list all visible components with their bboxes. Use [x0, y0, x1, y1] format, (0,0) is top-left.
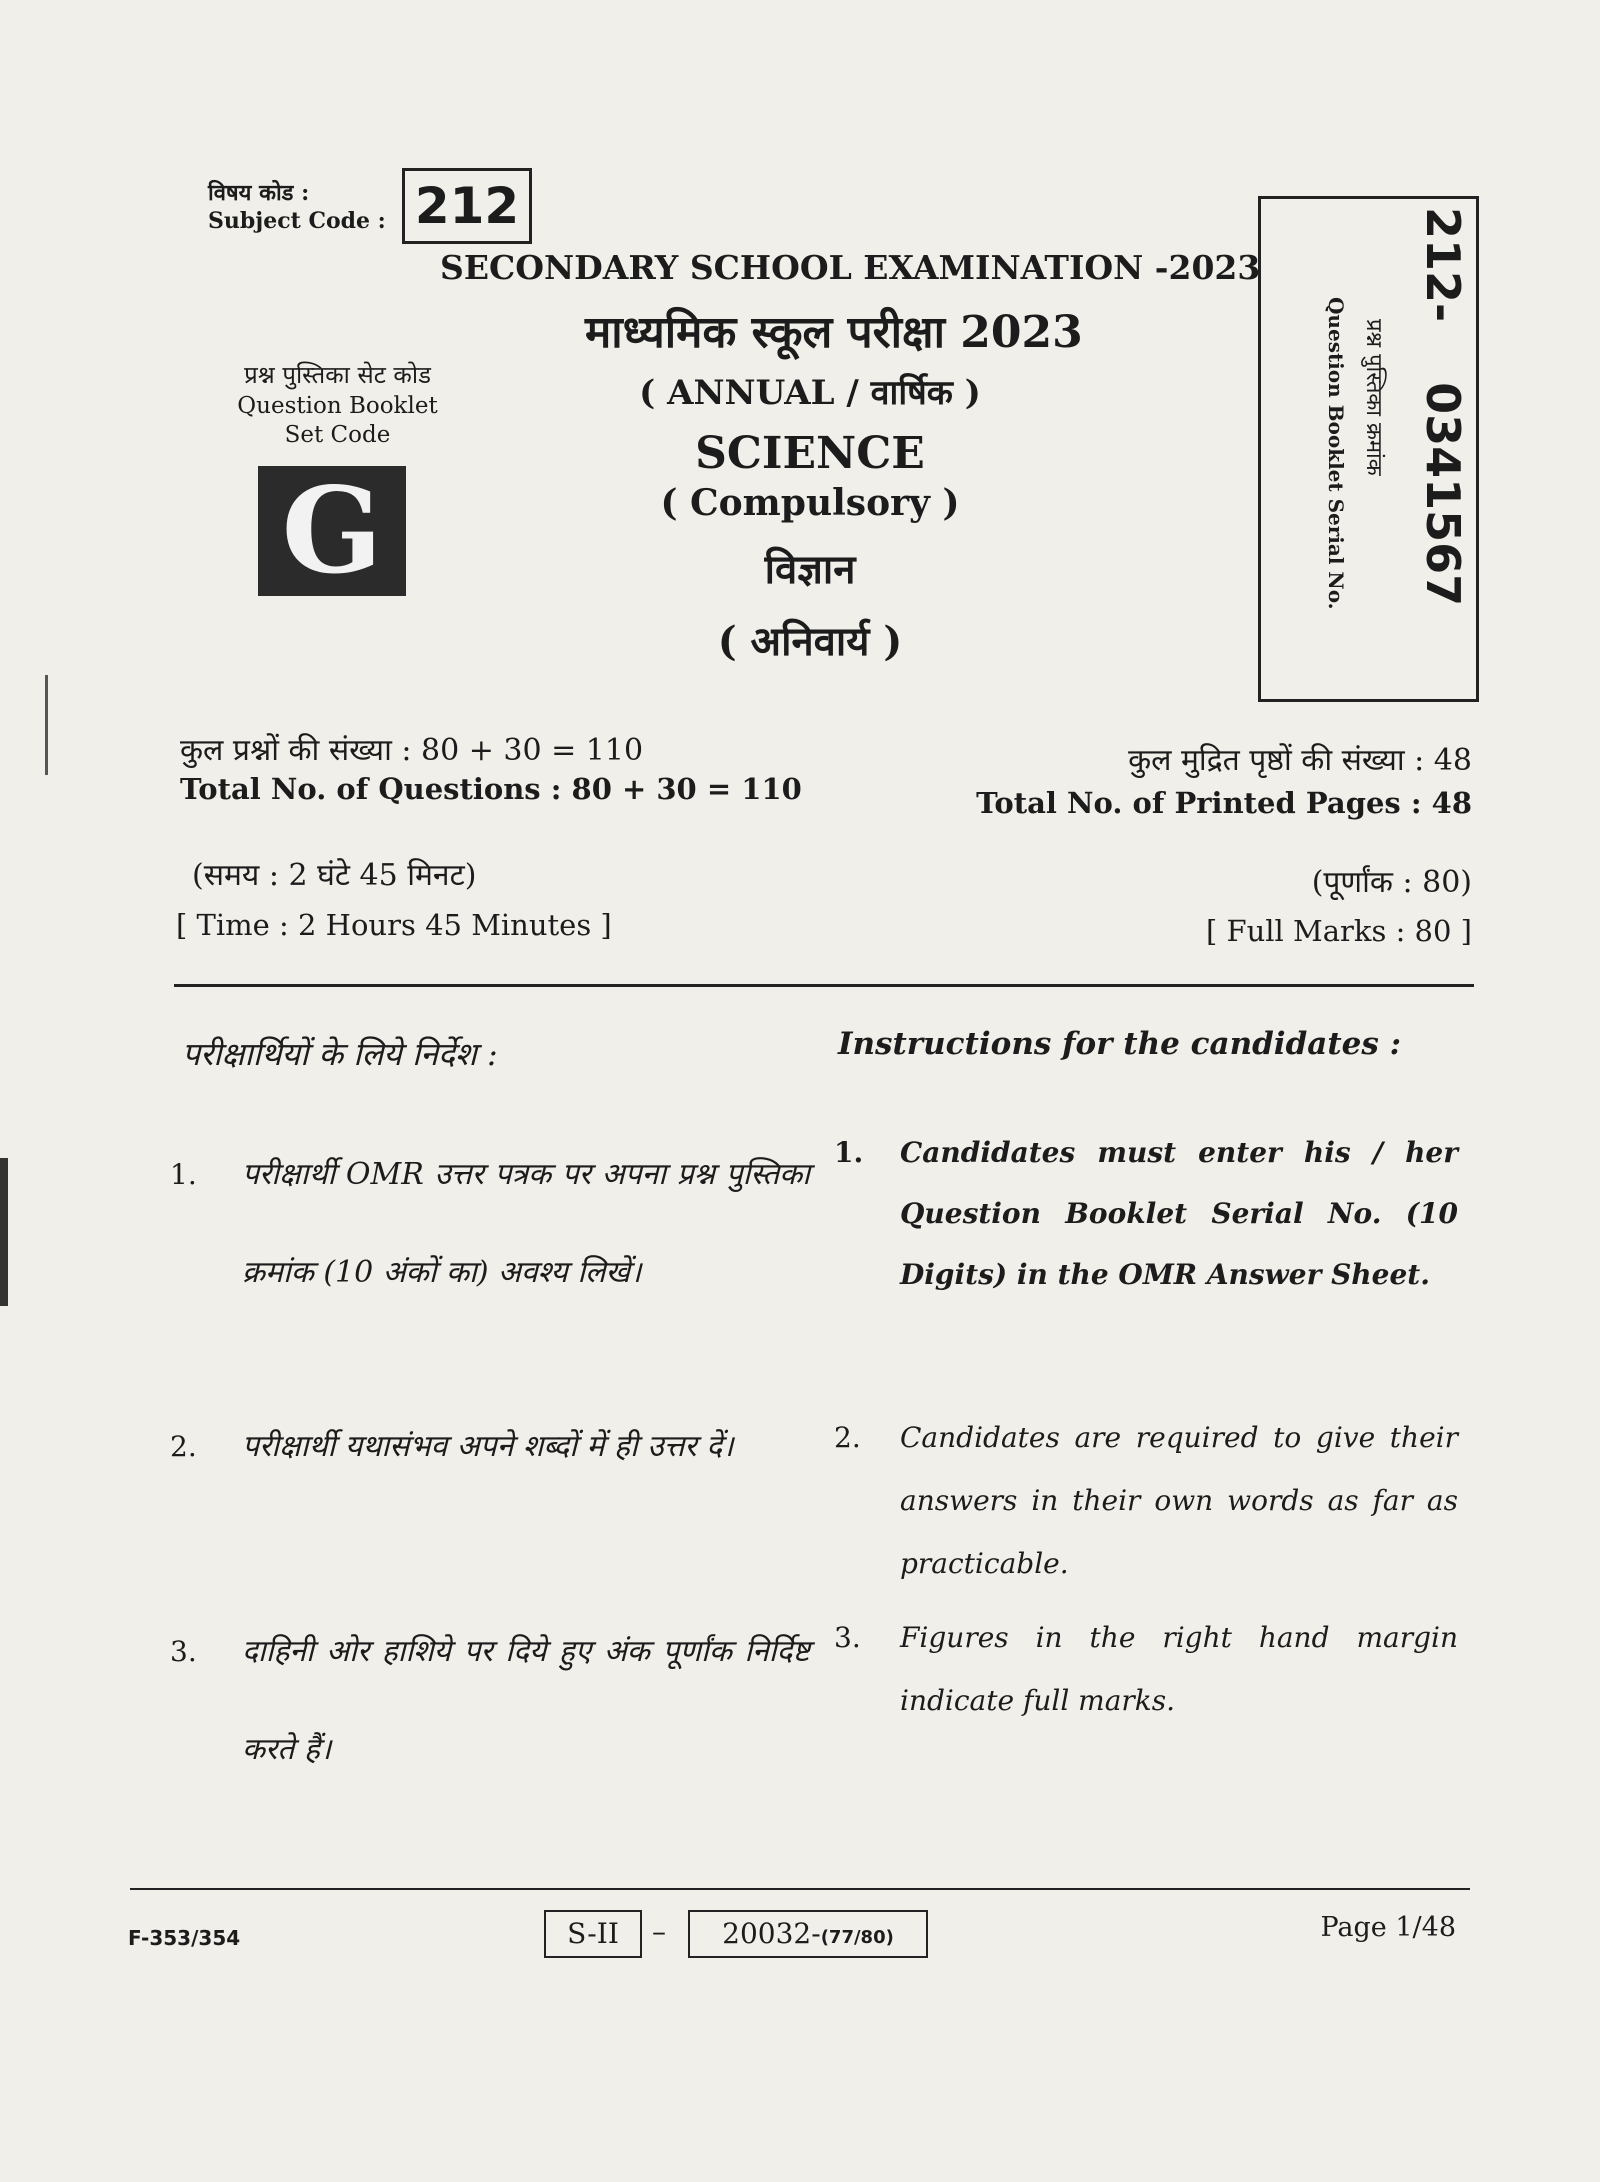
footer-dash: –: [652, 1915, 666, 1948]
serial-number-box: [1258, 196, 1479, 702]
paper-code-main: 20032-: [722, 1917, 821, 1950]
instruction-hi-2: [170, 1398, 810, 1496]
instruction-number: 3.: [170, 1635, 197, 1668]
subject-name-hi: विज्ञान: [764, 546, 856, 593]
form-code: F-353/354: [128, 1926, 241, 1950]
serial-label-en: Question Booklet Serial No.: [1324, 297, 1348, 610]
paper-code-box: [688, 1910, 928, 1958]
footer-divider: [130, 1888, 1470, 1890]
scan-edge-mark: [0, 1158, 8, 1306]
series-box: S-II: [544, 1910, 642, 1958]
subject-code-label-en: Subject Code :: [208, 207, 386, 234]
instruction-number: 1.: [834, 1136, 864, 1169]
subject-code-box: 212: [402, 168, 532, 244]
instruction-number: 3.: [834, 1621, 861, 1654]
full-marks-hi: (पूर्णांक : 80): [1311, 865, 1472, 900]
total-questions-en: Total No. of Questions : 80 + 30 = 110: [180, 772, 802, 806]
serial-number: [1416, 207, 1470, 606]
time-hi: (समय : 2 घंटे 45 मिनट): [192, 858, 477, 893]
full-marks-en: [ Full Marks : 80 ]: [1205, 914, 1472, 948]
instruction-number: 2.: [834, 1421, 861, 1454]
set-code-label-line1: Question Booklet: [237, 393, 438, 419]
instruction-hi-3: [170, 1603, 810, 1799]
set-code-label-hi: प्रश्न पुस्तिका सेट कोड: [244, 361, 431, 389]
instruction-text: Candidates are required to give their answers in their own words as far as practicable.: [900, 1421, 1458, 1580]
page-number: Page 1/48: [1320, 1912, 1456, 1943]
instruction-hi-1: [170, 1126, 810, 1322]
subject-name-en: SCIENCE: [695, 428, 925, 479]
subject-code-label: [208, 180, 386, 235]
compulsory-en: ( Compulsory ): [660, 482, 960, 524]
pen-mark: [45, 675, 48, 775]
total-questions-hi: कुल प्रश्नों की संख्या : 80 + 30 = 110: [180, 733, 644, 768]
serial-label-hi: प्रश्न पुस्तिका क्रमांक: [1361, 319, 1386, 476]
set-code-label-line2: Set Code: [284, 421, 391, 448]
subject-code-label-hi: विषय कोड :: [208, 180, 310, 206]
set-code-badge: G: [258, 466, 406, 596]
instruction-en-3: [834, 1606, 1458, 1732]
time-en: [ Time : 2 Hours 45 Minutes ]: [176, 908, 612, 942]
instruction-en-2: [834, 1406, 1458, 1595]
instruction-en-1: [834, 1122, 1458, 1305]
instruction-number: 2.: [170, 1430, 197, 1463]
compulsory-hi: ( अनिवार्य ): [717, 618, 903, 665]
set-code-label-en: [200, 392, 475, 450]
instruction-text: Figures in the right hand margin indicate full marks.: [900, 1621, 1458, 1717]
exam-title-hi: माध्यमिक स्कूल परीक्षा 2023: [585, 307, 1083, 358]
instructions-title-en: Instructions for the candidates :: [838, 1026, 1402, 1062]
instruction-text: परीक्षार्थी OMR उत्तर पत्रक पर अपना प्रश्न पुस्तिका क्रमांक (10 अंकों का) अवश्य लिखें।: [242, 1157, 810, 1290]
divider: [174, 984, 1474, 987]
exam-title-en: SECONDARY SCHOOL EXAMINATION -2023: [440, 248, 1261, 287]
serial-digits: 0341567: [1416, 382, 1470, 607]
total-pages-hi: कुल मुद्रित पृष्ठों की संख्या : 48: [1128, 743, 1472, 778]
instruction-text: परीक्षार्थी यथासंभव अपने शब्दों में ही उत्तर दें।: [242, 1429, 734, 1464]
paper-code-small: (77/80): [820, 1927, 894, 1948]
instruction-number: 1.: [170, 1158, 197, 1191]
instruction-text: Candidates must enter his / her Question Booklet Serial No. (10 Digits) in the OMR Answer Sheet.: [900, 1136, 1458, 1291]
instructions-title-hi: परीक्षार्थियों के लिये निर्देश :: [182, 1035, 498, 1073]
exam-type: ( ANNUAL / वार्षिक ): [639, 373, 981, 413]
total-pages-en: Total No. of Printed Pages : 48: [976, 786, 1472, 820]
instruction-text: दाहिनी ओर हाशिये पर दिये हुए अंक पूर्णांक निर्दिष्ट करते हैं।: [242, 1634, 810, 1767]
serial-prefix: 212-: [1416, 207, 1470, 323]
